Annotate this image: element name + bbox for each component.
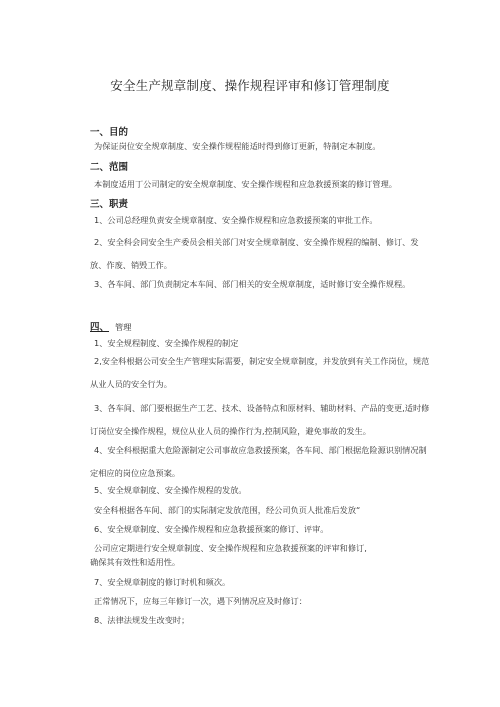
distribution-text: 安全科根据各车间、部门的实际制定发放范围，经公司负页人批准后发放“	[94, 505, 361, 515]
management-item-2: 2,安全科根据公司安全生产管理实际需要，制定安全规章制度，并发放到有关工作岗位，规范从业人员的安全行为。	[90, 356, 430, 389]
responsibility-item-2: 2、安全科会同安全生产委员会相关部门对安全规章制度、安全操作规程的编制、修订、发放、作废、销毁工作。	[90, 237, 419, 270]
review-text-line-1: 公司应定期进行安全规章制度、安全操作规程和应急救援预案的评审和修订,	[94, 543, 367, 553]
section-heading-management	[90, 319, 131, 333]
management-item-6: 6、安全规章制度、安全操作规程和应急救援预案的修订、评审。	[94, 524, 329, 534]
management-item-8: 8、法律法规发生改变时；	[94, 615, 190, 625]
management-heading-number: 四、	[90, 322, 110, 333]
management-item-5: 5、安全规章制度、安全操作规程的发放。	[94, 485, 247, 495]
management-item-3: 3、各车间、部门要根据生产工艺、技术、设备特点和原材料、辅助材料、产品的变更,适时修订岗位安全操作规程，规位从业人员的操作行为,控制风险，避免事故的发生。	[90, 403, 430, 436]
responsibility-item-3: 3、各车间、部门负责制定本车间、部门相关的安全规章制度，适时修订安全操作规程。	[94, 279, 411, 289]
purpose-text: 为保证岗位安全规章制度、安全操作规程能适时得到修订更新，特制定本制度。	[94, 141, 381, 151]
section-heading-purpose: 一、目的	[90, 127, 129, 138]
management-heading-label: 管理	[115, 322, 132, 332]
section-heading-scope: 二、范围	[90, 162, 129, 173]
document-title: 安全生产规章制度、操作规程评审和修订管理制度	[110, 78, 390, 93]
scope-text: 本制度适用丁公司制定的安全规章制度、安全操作规程和应急救援预案的修订管理。	[94, 179, 397, 189]
section-heading-responsibilities: 三、职责	[90, 199, 129, 210]
review-text-line-2: 确保其有效性和适用性。	[90, 557, 181, 567]
revision-frequency-text: 正常情况下，应每三年修订一次，遇下列情况应及时修订：	[94, 596, 307, 606]
responsibility-item-1: 1、公司总经理负责安全规章制度、安全操作规程和应急救援预案的审批工作。	[94, 215, 378, 225]
management-item-7: 7、安全规章制度的修订时机和频次。	[94, 577, 231, 587]
management-item-4: 4、安全科根据重大危险源制定公司事故应急救援预案，各车间、部门根据危险源识别情况制定相应的岗位应急预案。	[90, 445, 427, 478]
management-item-1: 1、安全规程制度、安全操作规程的制定	[94, 338, 239, 348]
